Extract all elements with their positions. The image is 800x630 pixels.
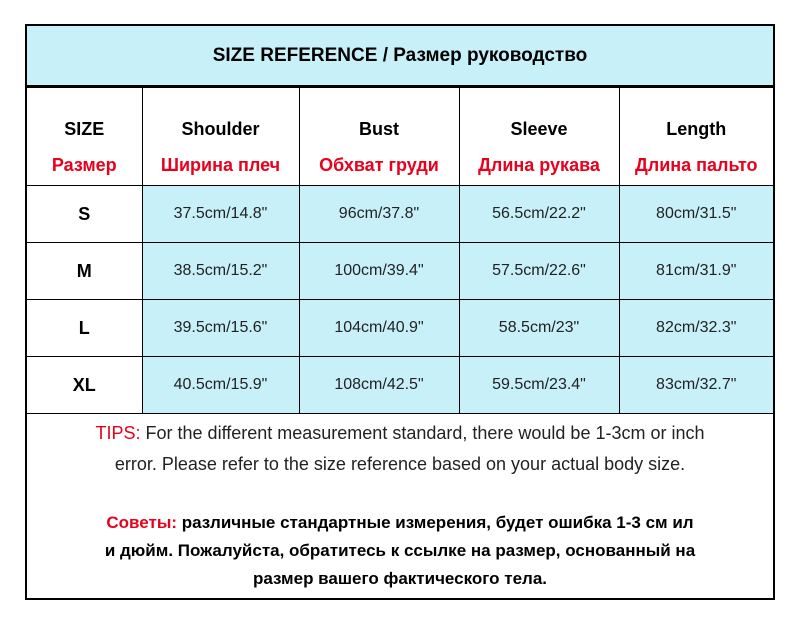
header-row-russian bbox=[27, 146, 773, 186]
header-shoulder: Shoulder bbox=[142, 88, 299, 147]
length-cell: 81cm/31.9" bbox=[619, 243, 773, 300]
header-length-ru: Длина пальто bbox=[619, 146, 773, 186]
header-length: Length bbox=[619, 88, 773, 147]
header-size: SIZE bbox=[27, 88, 142, 147]
header-size-ru: Размер bbox=[27, 146, 142, 186]
sleeve-cell: 58.5cm/23" bbox=[459, 300, 619, 357]
sovety-label: Советы: bbox=[106, 513, 178, 532]
size-cell: M bbox=[27, 243, 142, 300]
shoulder-cell: 37.5cm/14.8" bbox=[142, 186, 299, 243]
bust-cell: 104cm/40.9" bbox=[299, 300, 459, 357]
tips-line-2: error. Please refer to the size reference based on your actual body size. bbox=[114, 454, 686, 474]
header-sleeve-ru: Длина рукава bbox=[459, 146, 619, 186]
header-shoulder-ru: Ширина плеч bbox=[142, 146, 299, 186]
header-row-english bbox=[27, 88, 773, 147]
bust-cell: 100cm/39.4" bbox=[299, 243, 459, 300]
shoulder-cell: 39.5cm/15.6" bbox=[142, 300, 299, 357]
sovety-line-3: размер вашего фактического тела. bbox=[252, 569, 548, 588]
sleeve-cell: 57.5cm/22.6" bbox=[459, 243, 619, 300]
bust-cell: 108cm/42.5" bbox=[299, 357, 459, 414]
size-chart bbox=[25, 24, 775, 600]
size-table bbox=[27, 87, 773, 414]
sovety-note bbox=[27, 504, 773, 598]
sleeve-cell: 59.5cm/23.4" bbox=[459, 357, 619, 414]
bust-cell: 96cm/37.8" bbox=[299, 186, 459, 243]
sovety-line-1: различные стандартные измерения, будет ошибка 1-3 см ил bbox=[181, 513, 694, 532]
table-row bbox=[27, 357, 773, 414]
length-cell: 80cm/31.5" bbox=[619, 186, 773, 243]
size-cell: L bbox=[27, 300, 142, 357]
table-row bbox=[27, 300, 773, 357]
shoulder-cell: 38.5cm/15.2" bbox=[142, 243, 299, 300]
sovety-line-2: и дюйм. Пожалуйста, обратитесь к ссылке на размер, основанный на bbox=[104, 541, 696, 560]
sleeve-cell: 56.5cm/22.2" bbox=[459, 186, 619, 243]
tips-line-1: For the different measurement standard, there would be 1-3cm or inch bbox=[145, 423, 705, 443]
header-sleeve: Sleeve bbox=[459, 88, 619, 147]
size-cell: S bbox=[27, 186, 142, 243]
chart-title: SIZE REFERENCE / Размер руководство bbox=[27, 26, 773, 87]
tips-label: TIPS: bbox=[95, 423, 141, 443]
tips-note bbox=[27, 412, 773, 504]
length-cell: 83cm/32.7" bbox=[619, 357, 773, 414]
size-cell: XL bbox=[27, 357, 142, 414]
shoulder-cell: 40.5cm/15.9" bbox=[142, 357, 299, 414]
length-cell: 82cm/32.3" bbox=[619, 300, 773, 357]
table-row bbox=[27, 243, 773, 300]
table-row bbox=[27, 186, 773, 243]
header-bust: Bust bbox=[299, 88, 459, 147]
header-bust-ru: Обхват груди bbox=[299, 146, 459, 186]
